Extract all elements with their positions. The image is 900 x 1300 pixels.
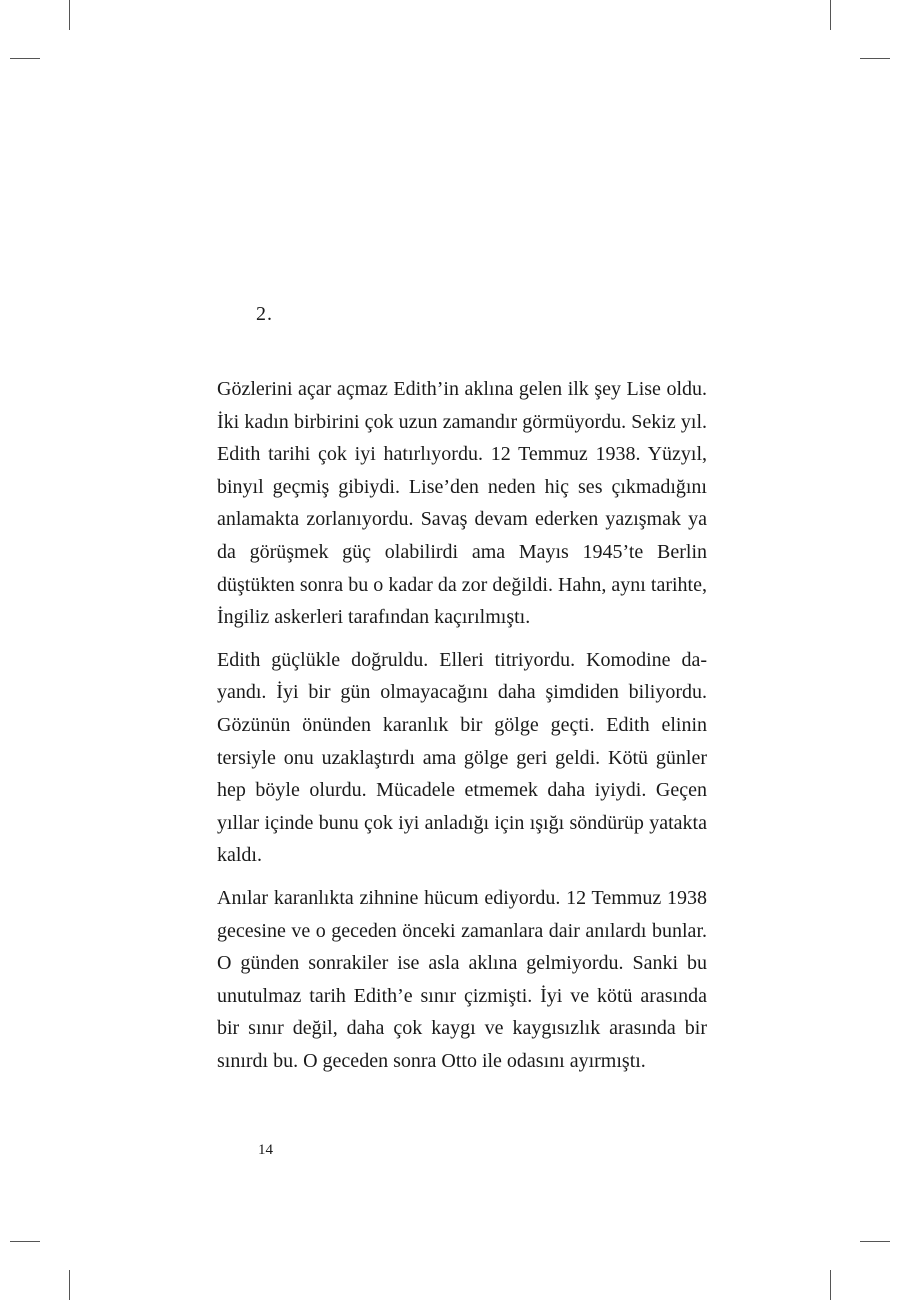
paragraph: Edith güçlükle doğruldu. Elleri titriyordu. Komodine dayandı. İyi bir gün olmayacağını daha şimdiden biliyordu. Gözünün önünden karanlık bir gölge geçti. Edith elinin tersiyle onu uzaklaştırdı ama gölge geri geldi. Kötü günler hep böyle olurdu. Mücadele etmemek daha iyiydi. Geçen yıllar içinde bunu çok iyi anladığı için ışığı söndürüp yatakta kaldı. xyxy=(217,648,707,867)
crop-mark-bottom-right xyxy=(830,1270,831,1300)
crop-mark-top-left xyxy=(69,0,70,30)
crop-mark-right-lower xyxy=(860,1241,890,1242)
body-text xyxy=(217,373,707,1087)
crop-mark-left-lower xyxy=(10,1241,40,1242)
crop-mark-top-right xyxy=(830,0,831,30)
crop-mark-right-upper xyxy=(860,58,890,59)
crop-mark-left-upper xyxy=(10,58,40,59)
paragraph: Anılar karanlıkta zihnine hücum ediyordu. 12 Temmuz 1938 gecesine ve o geceden önceki zamanlara dair anılardı bunlar. O günden sonrakiler ise asla aklına gelmiyordu. Sanki bu unutulmaz tarih Edith’e sınır çizmişti. İyi ve kötü arasında bir sınır değil, daha çok kaygı ve kaygısızlık arasında bir sınırdı bu. O geceden sonra Otto ile odasını ayırmıştı. xyxy=(217,886,707,1072)
crop-mark-bottom-left xyxy=(69,1270,70,1300)
paragraph: Gözlerini açar açmaz Edith’in aklına gelen ilk şey Lise oldu. İki kadın birbirini çok uzun zamandır görmüyordu. Sekiz yıl. Edith tarihi çok iyi hatırlıyordu. 12 Temmuz 1938. Yüzyıl, binyıl geçmiş gibiydi. Lise’den neden hiç ses çıkmadığını anlamakta zorlanıyordu. Savaş devam ederken yazışmak ya da görüşmek güç olabilirdi ama Mayıs 1945’te Berlin düştükten sonra bu o kadar da zor değildi. Hahn, aynı tarihte, İngiliz askerleri tarafından kaçırılmıştı. xyxy=(217,378,707,629)
chapter-number: 2. xyxy=(256,303,273,325)
page-number: 14 xyxy=(258,1142,273,1158)
